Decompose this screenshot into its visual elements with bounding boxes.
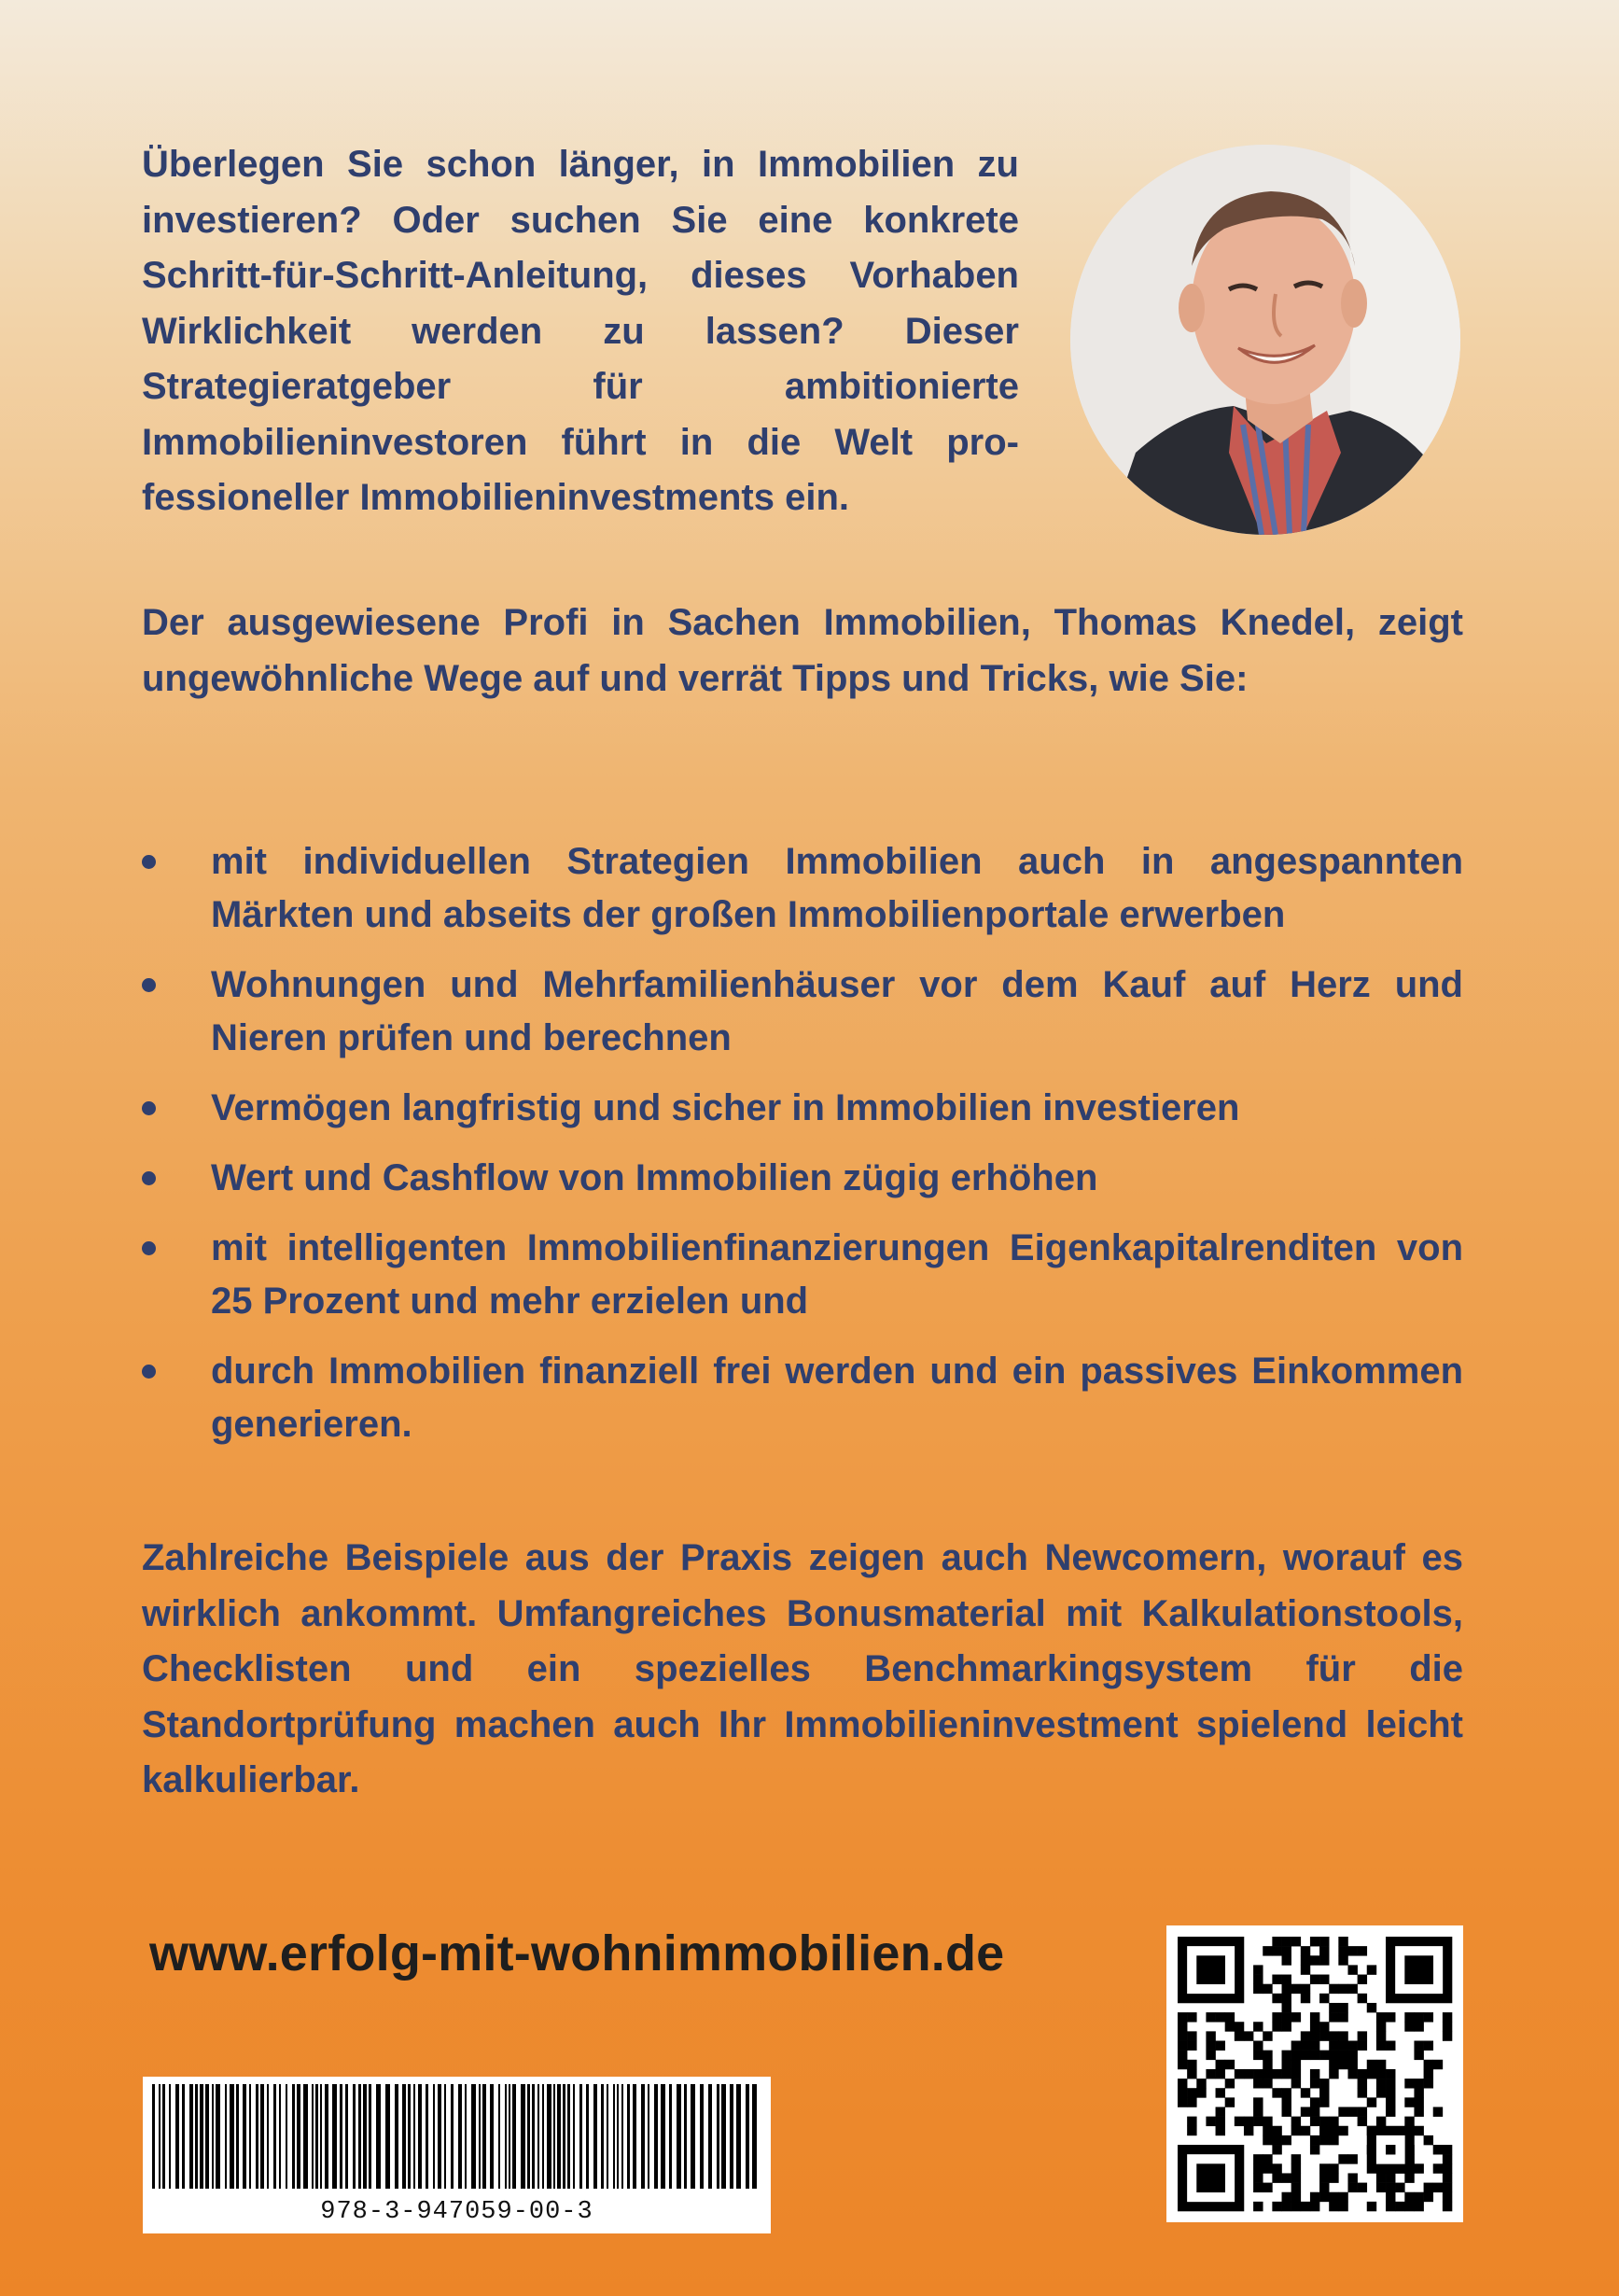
list-item-text: Wert und Cashflow von Immobilien zügig erhöhen [211,1157,1098,1198]
barcode-icon [143,2077,771,2198]
list-item-text: mit individuellen Strategien Immobilien auch in angespannten Märkten und abseits der großen Immobilienportale erwerben [211,841,1463,935]
list-item-text: mit intelligenten Immobilienfinanzierungen Eigenkapitalrenditen von 25 Prozent und mehr erzielen und [211,1227,1463,1322]
bullet-icon [142,1365,156,1379]
list-item-text: Vermögen langfristig und sicher in Immobilien investieren [211,1087,1240,1128]
bullet-icon [142,1171,156,1185]
list-item [142,1082,1463,1135]
list-item-text: Wohnungen und Mehrfamilienhäuser vor dem Kauf auf Herz und Nieren prüfen und berechnen [211,964,1463,1058]
bullet-icon [142,1241,156,1255]
list-item [142,1152,1463,1205]
barcode [143,2077,771,2233]
list-item [142,959,1463,1065]
list-item-text: durch Immobilien finanziell frei werden und ein passives Einkommen generieren. [211,1351,1463,1445]
list-item [142,835,1463,942]
qr-code[interactable] [1166,1925,1463,2222]
author-paragraph: Der ausgewiesene Profi in Sachen Immobilien, Thomas Knedel, zeigt ungewöhnliche Wege auf und verrät Tipps und Tricks, wie Sie: [142,602,1463,699]
bullet-icon [142,1101,156,1115]
intro-paragraph: Überlegen Sie schon länger, in Immobilien zu investieren? Oder suchen Sie eine konkrete Schritt-für-Schritt-Anleitung, dieses Vorhaben Wirklichkeit werden zu lassen? Dieser Strategieratgeber für ambitionierte Immobilieninvestoren führt in die Welt professioneller Immobilieninvestments ein. [142,144,1019,518]
bullet-icon [142,855,156,869]
list-item [142,1222,1463,1328]
website-url[interactable]: www.erfolg-mit-wohnimmobilien.de [149,1925,1005,1981]
qr-code-icon [1166,1925,1463,2222]
isbn-number: 978-3-947059-00-3 [320,2198,593,2226]
bullet-icon [142,978,156,992]
closing-paragraph: Zahlreiche Beispiele aus der Praxis zeigen auch Newcomern, worauf es wirklich ankommt. Umfangreiches Bonusmaterial mit Kalkulationstools, Checklisten und ein spezielles Benchmarkingsystem für die Standortprüfung machen auch Ihr Immobilieninvestment spielend leicht kalkulierbar. [142,1537,1463,1800]
list-item [142,1345,1463,1451]
author-portrait [1070,145,1460,535]
benefit-list [142,835,1463,1468]
